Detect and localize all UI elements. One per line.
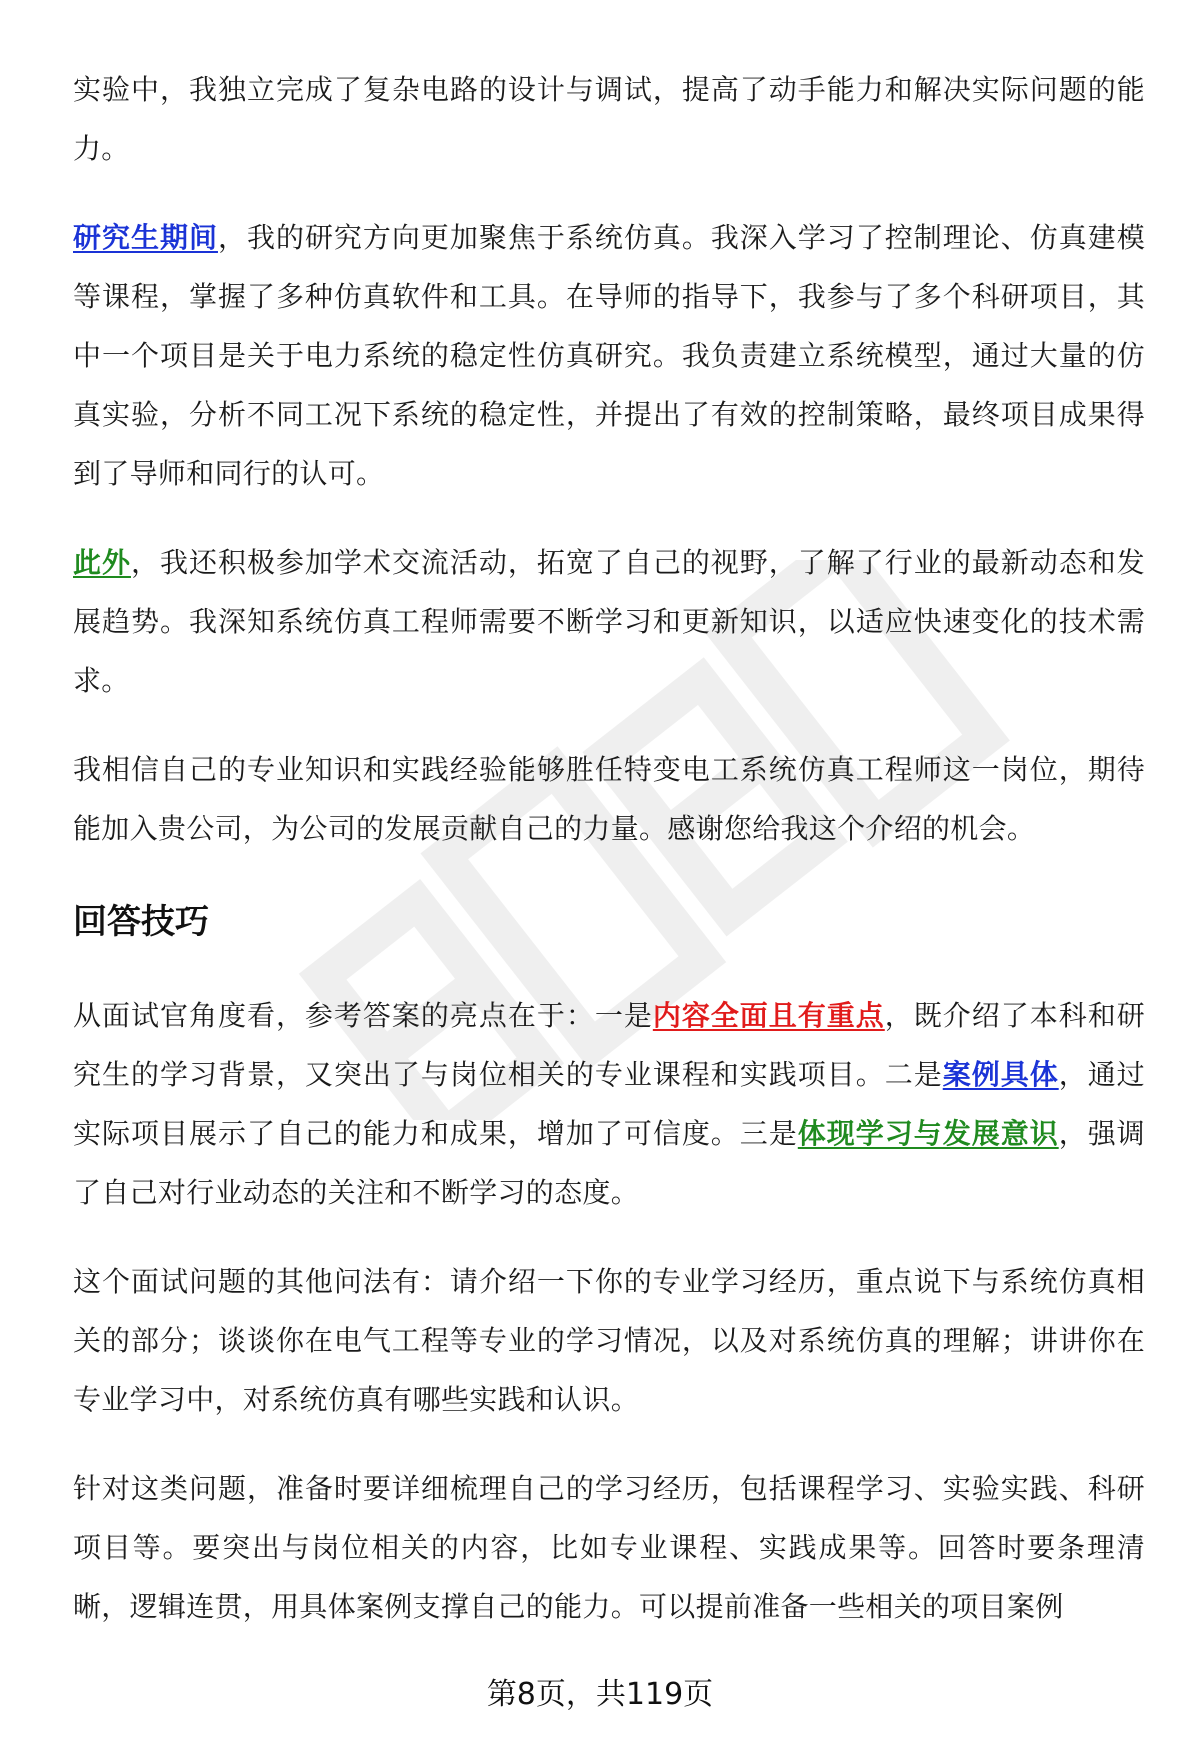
section-heading-answer-tips: 回答技巧 xyxy=(73,902,209,942)
paragraph-experiment xyxy=(73,60,1145,178)
paragraph-graduate xyxy=(73,208,1145,503)
paragraph-preparation xyxy=(73,1459,1145,1636)
paragraph-text: 我相信自己的专业知识和实践经验能够胜任特变电工系统仿真工程师这一岗位，期待能加入贵公司，为公司的发展贡献自己的力量。感谢您给我这个介绍的机会。 xyxy=(73,753,1145,845)
paragraph-text: 针对这类问题，准备时要详细梳理自己的学习经历，包括课程学习、实验实践、科研项目等。要突出与岗位相关的内容，比如专业课程、实践成果等。回答时要条理清晰，逻辑连贯，用具体案例支撑自己的能力。可以提前准备一些相关的项目案例 xyxy=(73,1472,1145,1623)
paragraph-text: ，通过实际项目展示了自己的能力和成果，增加了可信度。三是 xyxy=(73,1058,1145,1150)
paragraph-text: ，我的研究方向更加聚焦于系统仿真。我深入学习了控制理论、仿真建模等课程，掌握了多种仿真软件和工具。在导师的指导下，我参与了多个科研项目，其中一个项目是关于电力系统的稳定性仿真研究。我负责建立系统模型，通过大量的仿真实验，分析不同工况下系统的稳定性，并提出了有效的控制策略，最终项目成果得到了导师和同行的认可。 xyxy=(73,221,1145,490)
paragraph-text: 实验中，我独立完成了复杂电路的设计与调试，提高了动手能力和解决实际问题的能力。 xyxy=(73,73,1145,165)
paragraph-conclusion xyxy=(73,740,1145,858)
paragraph-other-questions xyxy=(73,1252,1145,1429)
paragraph-text: 这个面试问题的其他问法有：请介绍一下你的专业学习经历，重点说下与系统仿真相关的部分；谈谈你在电气工程等专业的学习情况，以及对系统仿真的理解；讲讲你在专业学习中，对系统仿真有哪些实践和认识。 xyxy=(73,1265,1145,1416)
paragraph-text: 从面试官角度看，参考答案的亮点在于：一是 xyxy=(73,999,653,1032)
paragraph-besides xyxy=(73,533,1145,710)
page-number: 第8页，共119页 xyxy=(486,1677,714,1712)
paragraph-text: ，既介绍了本科和研究生的学习背景，又突出了与岗位相关的专业课程和实践项目。二是 xyxy=(73,999,1145,1091)
highlight-specific-cases: 案例具体 xyxy=(942,1058,1059,1091)
paragraph-text: ，强调了自己对行业动态的关注和不断学习的态度。 xyxy=(73,1117,1145,1209)
highlight-graduate-period: 研究生期间 xyxy=(73,221,218,254)
document-body xyxy=(73,60,1145,1636)
highlight-learning-awareness: 体现学习与发展意识 xyxy=(797,1117,1059,1150)
paragraph-interviewer-view xyxy=(73,986,1145,1222)
highlight-comprehensive: 内容全面且有重点 xyxy=(652,999,885,1032)
highlight-besides: 此外 xyxy=(73,546,131,579)
paragraph-text: ，我还积极参加学术交流活动，拓宽了自己的视野，了解了行业的最新动态和发展趋势。我深知系统仿真工程师需要不断学习和更新知识，以适应快速变化的技术需求。 xyxy=(73,546,1145,697)
